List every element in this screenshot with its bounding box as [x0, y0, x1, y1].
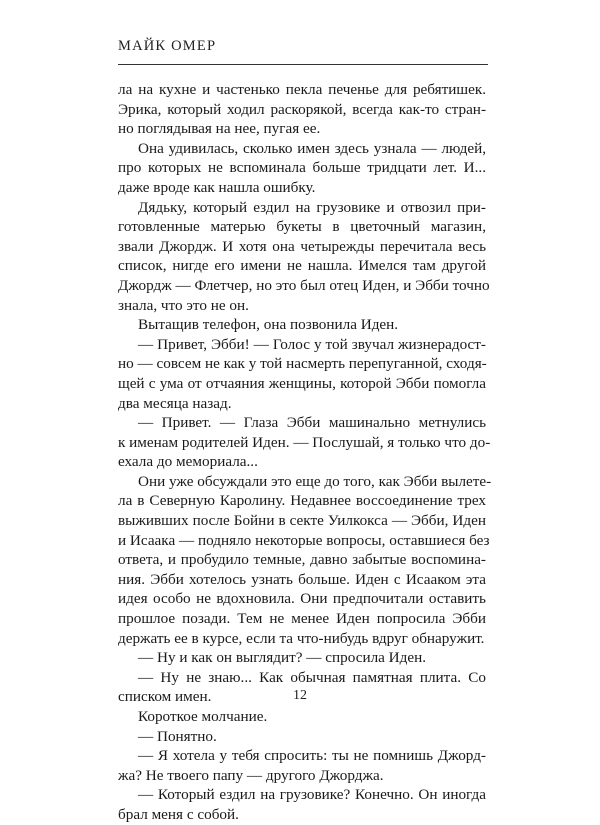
paragraph	[118, 198, 490, 316]
text-line: Они уже обсуждали это еще до того, как Эбби вылете-	[138, 472, 492, 490]
paragraph	[118, 335, 486, 413]
text-line: Дядьку, который ездил на грузовике и отвозил при-	[138, 198, 486, 216]
text-line: выживших после Бойни в секте Уилкокса — Эбби, Иден	[118, 512, 486, 530]
text-line: жа? Не твоего папу — другого Джорджа.	[118, 766, 384, 784]
text-line: — Ну и как он выглядит? — спросила Иден.	[138, 649, 427, 667]
text-line: — Я хотела у тебя спросить: ты не помнишь Джорд-	[138, 747, 486, 765]
header-rule	[118, 64, 488, 65]
paragraph	[118, 472, 492, 648]
paragraph	[118, 648, 486, 668]
text-line: — Понятно.	[138, 727, 217, 745]
text-line: списком имен.	[118, 688, 212, 706]
text-line: но — совсем не как у той насмерть перепуганной, сходя-	[118, 355, 487, 373]
text-line: два месяца назад.	[118, 394, 232, 412]
text-line: Эрика, который ходил раскорякой, всегда как-то стран-	[118, 100, 486, 118]
text-line: про которых не вспоминала больше тридцати лет. И...	[118, 159, 486, 177]
paragraph	[118, 80, 486, 139]
text-line: — Привет, Эбби! — Голос у той звучал жизнерадост-	[138, 335, 486, 353]
text-line: знала, что это не он.	[118, 296, 249, 314]
text-line: звали Джордж. И хотя она четырежды перечитала весь	[118, 237, 486, 255]
text-line: готовленные матерью букеты в цветочный магазин,	[118, 218, 486, 236]
text-line: прошлое позади. Тем не менее Иден попросила Эбби	[118, 610, 486, 628]
text-line: — Привет. — Глаза Эбби машинально метнулись	[138, 414, 486, 432]
paragraph	[118, 746, 486, 785]
text-line: — Ну не знаю... Как обычная памятная плита. Со	[138, 668, 486, 686]
body-text	[118, 80, 492, 825]
text-line: щей с ума от отчаяния женщины, которой Эбби помогла	[118, 374, 486, 392]
text-line: ехала до мемориала...	[118, 453, 258, 471]
text-line: идея особо не вдохновила. Они предпочитали оставить	[118, 590, 486, 608]
text-line: ла в Северную Каролину. Недавнее воссоединение трех	[118, 492, 486, 510]
text-line: даже вроде как нашла ошибку.	[118, 178, 316, 196]
paragraph	[118, 727, 486, 747]
paragraph	[118, 315, 486, 335]
paragraph	[118, 785, 486, 824]
text-line: Она удивилась, сколько имен здесь узнала — людей,	[138, 139, 486, 157]
paragraph	[118, 413, 491, 472]
text-line: ния. Эбби хотелось узнать больше. Иден с Исааком эта	[118, 570, 486, 588]
paragraph	[118, 707, 486, 727]
text-line: Джордж — Флетчер, но это был отец Иден, и Эбби точно	[118, 276, 490, 294]
running-head: МАЙК ОМЕР	[118, 38, 217, 54]
text-line: держать ее в курсе, если та что-нибудь вдруг обнаружит.	[118, 629, 485, 647]
text-line: — Который ездил на грузовике? Конечно. Он иногда	[138, 786, 486, 804]
text-line: ла на кухне и частенько пекла печенье для ребятишек.	[118, 81, 486, 98]
text-line: список, нигде его имени не нашла. Имелся там другой	[118, 257, 486, 275]
text-line: Короткое молчание.	[138, 708, 268, 725]
text-line: и Исаака — подняло некоторые вопросы, оставшиеся без	[118, 531, 490, 549]
paragraph	[118, 139, 486, 198]
text-line: ответа, и пробудило темные, давно забытые воспомина-	[118, 551, 486, 569]
page-number: 12	[293, 688, 307, 703]
text-line: но поглядывая на нее, пугая ее.	[118, 120, 321, 138]
text-line: брал меня с собой.	[118, 805, 239, 823]
text-line: Вытащив телефон, она позвонила Иден.	[138, 316, 399, 334]
text-line: к именам родителей Иден. — Послушай, я только что до-	[118, 433, 491, 451]
